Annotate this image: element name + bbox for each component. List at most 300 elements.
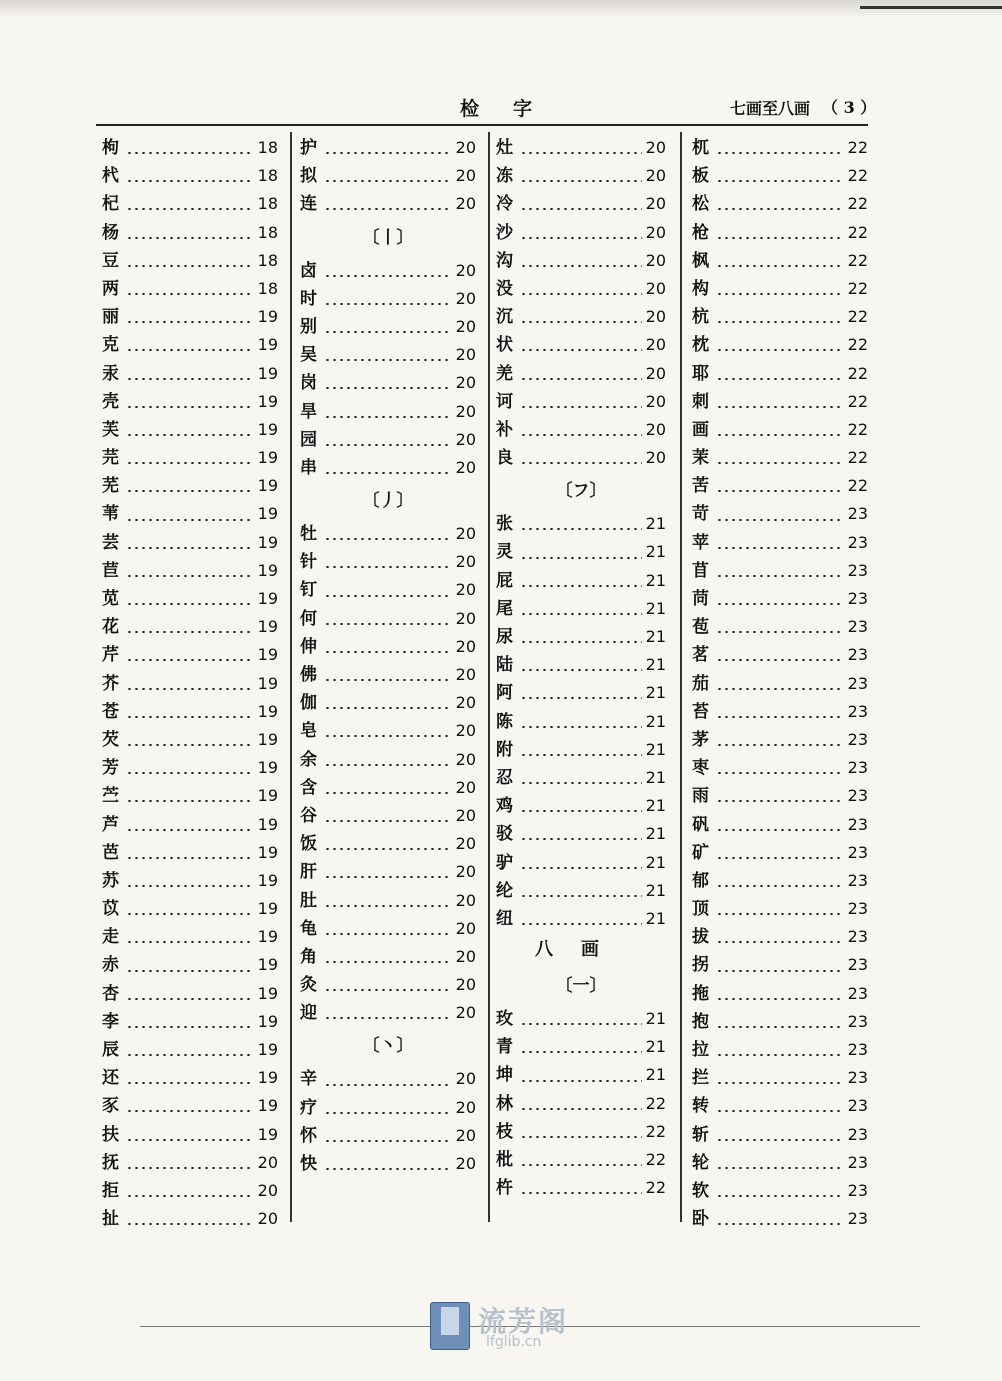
index-entry — [300, 746, 476, 774]
index-entry — [496, 134, 666, 162]
leader-dots — [716, 744, 844, 746]
index-entry — [692, 951, 868, 979]
entry-character: 伸 — [300, 636, 317, 657]
entry-character: 苛 — [692, 504, 709, 525]
index-entry — [692, 247, 868, 275]
index-entry — [102, 388, 278, 416]
entry-page-number: 20 — [455, 890, 476, 910]
entry-character: 别 — [300, 316, 317, 337]
entry-page-number: 23 — [847, 955, 868, 975]
stroke-count-title: 八画 — [535, 939, 627, 961]
index-entry — [102, 1205, 278, 1233]
index-entry — [102, 219, 278, 247]
entry-character: 林 — [496, 1093, 513, 1114]
index-entry — [692, 585, 868, 613]
index-entry — [300, 605, 476, 633]
column-divider — [680, 132, 682, 1222]
leader-dots — [716, 857, 844, 859]
leader-dots — [716, 547, 844, 549]
index-entry — [102, 360, 278, 388]
index-entry — [300, 341, 476, 369]
index-entry — [692, 1121, 868, 1149]
entry-page-number: 20 — [645, 419, 666, 439]
entry-page-number: 19 — [257, 814, 278, 834]
entry-page-number: 19 — [257, 504, 278, 524]
entry-character: 豆 — [102, 250, 119, 271]
entry-page-number: 23 — [847, 1180, 868, 1200]
index-entry — [102, 1008, 278, 1036]
entry-page-number: 20 — [645, 222, 666, 242]
entry-page-number: 18 — [257, 166, 278, 186]
entry-character: 杵 — [496, 1178, 513, 1199]
entry-character: 枸 — [102, 138, 119, 158]
entry-page-number: 23 — [847, 1068, 868, 1088]
leader-dots — [520, 378, 642, 380]
index-entry — [300, 915, 476, 943]
entry-character: 两 — [102, 278, 119, 299]
entry-page-number: 20 — [455, 166, 476, 186]
leader-dots — [126, 575, 254, 577]
index-entry — [300, 689, 476, 717]
entry-character: 杨 — [102, 222, 119, 243]
index-column-3 — [496, 134, 666, 1202]
index-entry — [496, 679, 666, 707]
index-entry — [692, 1008, 868, 1036]
leader-dots — [126, 885, 254, 887]
entry-character: 茗 — [692, 645, 709, 666]
leader-dots — [520, 208, 642, 210]
leader-dots — [520, 528, 642, 530]
leader-dots — [126, 970, 254, 972]
index-entry — [300, 1122, 476, 1150]
entry-page-number: 19 — [257, 335, 278, 355]
entry-character: 园 — [300, 429, 317, 450]
entry-page-number: 23 — [847, 701, 868, 721]
leader-dots — [520, 434, 642, 436]
index-entry — [692, 754, 868, 782]
entry-character: 饭 — [300, 834, 317, 855]
entry-page-number: 21 — [645, 908, 666, 928]
entry-character: 冻 — [496, 166, 513, 187]
leader-dots — [716, 970, 844, 972]
entry-character: 针 — [300, 552, 317, 573]
entry-page-number: 20 — [257, 1152, 278, 1172]
entry-character: 牡 — [300, 524, 317, 545]
index-entry — [300, 858, 476, 886]
entry-character: 鸡 — [496, 796, 513, 817]
leader-dots — [324, 180, 452, 182]
entry-page-number: 23 — [847, 1040, 868, 1059]
entry-character: 快 — [300, 1154, 317, 1174]
scan-artifact-line — [860, 6, 1002, 9]
leader-dots — [324, 1112, 452, 1114]
index-entry — [496, 849, 666, 877]
leader-dots — [520, 895, 642, 897]
entry-character: 芭 — [102, 842, 119, 863]
entry-page-number: 19 — [257, 560, 278, 580]
entry-character: 杭 — [692, 307, 709, 328]
entry-page-number: 20 — [455, 373, 476, 393]
index-entry — [692, 331, 868, 359]
stroke-section-heading: 〔丨〕 — [362, 227, 414, 248]
entry-page-number: 20 — [645, 278, 666, 298]
header-rule — [96, 124, 868, 126]
entry-character: 辛 — [300, 1069, 317, 1090]
leader-dots — [324, 820, 452, 822]
entry-character: 驴 — [496, 852, 513, 873]
index-entry — [692, 529, 868, 557]
index-entry — [102, 416, 278, 444]
entry-page-number: 21 — [645, 824, 666, 844]
entry-page-number: 19 — [257, 729, 278, 749]
index-entry — [496, 877, 666, 905]
leader-dots — [716, 659, 844, 661]
entry-page-number: 20 — [645, 307, 666, 327]
entry-character: 辰 — [102, 1040, 119, 1060]
index-entry — [496, 247, 666, 275]
entry-character: 拉 — [692, 1040, 709, 1060]
entry-page-number: 20 — [257, 1209, 278, 1229]
index-entry — [692, 613, 868, 641]
entry-character: 构 — [692, 278, 709, 299]
entry-page-number: 20 — [455, 524, 476, 544]
index-entry — [692, 1205, 868, 1233]
index-entry — [300, 369, 476, 397]
leader-dots — [520, 726, 642, 728]
leader-dots — [716, 631, 844, 633]
index-entry — [496, 1033, 666, 1061]
index-entry — [300, 398, 476, 426]
entry-character: 苞 — [692, 617, 709, 638]
entry-page-number: 20 — [645, 335, 666, 355]
entry-character: 芙 — [102, 419, 119, 440]
index-entry — [496, 792, 666, 820]
leader-dots — [716, 800, 844, 802]
entry-page-number: 23 — [847, 1152, 868, 1172]
entry-character: 矿 — [692, 842, 709, 863]
index-entry — [102, 1092, 278, 1120]
entry-page-number: 18 — [257, 138, 278, 157]
index-entry — [102, 557, 278, 585]
entry-character: 拟 — [300, 166, 317, 187]
index-entry — [300, 134, 476, 162]
leader-dots — [324, 707, 452, 709]
leader-dots — [716, 941, 844, 943]
index-entry — [102, 698, 278, 726]
entry-page-number: 20 — [455, 918, 476, 938]
entry-character: 迎 — [300, 1003, 317, 1024]
entry-character: 芳 — [102, 758, 119, 779]
entry-page-number: 19 — [257, 1124, 278, 1144]
leader-dots — [126, 1026, 254, 1028]
entry-character: 沟 — [496, 250, 513, 271]
index-entry — [102, 754, 278, 782]
entry-character: 佛 — [300, 665, 317, 685]
leader-dots — [716, 1082, 844, 1084]
entry-page-number: 20 — [455, 552, 476, 572]
column-divider — [290, 132, 292, 1222]
leader-dots — [716, 603, 844, 605]
index-entry — [300, 830, 476, 858]
index-entry — [496, 651, 666, 679]
entry-page-number: 22 — [847, 278, 868, 298]
leader-dots — [324, 679, 452, 681]
entry-page-number: 19 — [257, 645, 278, 665]
index-entry — [102, 585, 278, 613]
leader-dots — [520, 867, 642, 869]
index-entry — [102, 613, 278, 641]
index-entry — [692, 782, 868, 810]
entry-character: 芸 — [102, 532, 119, 553]
index-entry — [102, 951, 278, 979]
leader-dots — [324, 651, 452, 653]
entry-page-number: 23 — [847, 842, 868, 862]
entry-page-number: 23 — [847, 1209, 868, 1229]
entry-page-number: 21 — [645, 852, 666, 872]
index-entry — [102, 670, 278, 698]
entry-character: 郁 — [692, 870, 709, 891]
index-entry — [496, 388, 666, 416]
index-entry — [300, 1065, 476, 1093]
entry-character: 冷 — [496, 194, 513, 215]
entry-character: 含 — [300, 777, 317, 798]
leader-dots — [126, 631, 254, 633]
leader-dots — [126, 434, 254, 436]
entry-page-number: 23 — [847, 927, 868, 947]
entry-character: 芜 — [102, 476, 119, 497]
leader-dots — [324, 1168, 452, 1170]
entry-character: 余 — [300, 749, 317, 770]
leader-dots — [520, 557, 642, 559]
entry-page-number: 22 — [847, 476, 868, 496]
index-entry — [692, 1149, 868, 1177]
leader-dots — [324, 961, 452, 963]
entry-character: 纶 — [496, 880, 513, 901]
index-entry — [300, 285, 476, 313]
entry-character: 尾 — [496, 598, 513, 619]
leader-dots — [716, 1195, 844, 1197]
entry-character: 时 — [300, 288, 317, 309]
index-entry — [692, 670, 868, 698]
leader-dots — [716, 237, 844, 239]
leader-dots — [126, 293, 254, 295]
entry-character: 苦 — [692, 476, 709, 497]
entry-page-number: 22 — [847, 250, 868, 270]
leader-dots — [520, 613, 642, 615]
entry-character: 雨 — [692, 786, 709, 807]
leader-dots — [126, 490, 254, 492]
index-entry — [300, 717, 476, 745]
leader-dots — [126, 462, 254, 464]
index-entry — [692, 980, 868, 1008]
entry-page-number: 23 — [847, 729, 868, 749]
index-entry — [692, 190, 868, 218]
index-entry — [300, 774, 476, 802]
entry-page-number: 20 — [455, 946, 476, 966]
leader-dots — [520, 585, 642, 587]
leader-dots — [520, 1051, 642, 1053]
leader-dots — [520, 293, 642, 295]
index-entry — [692, 472, 868, 500]
index-entry — [300, 190, 476, 218]
index-entry — [102, 331, 278, 359]
entry-page-number: 20 — [455, 1154, 476, 1173]
index-entry — [102, 1036, 278, 1064]
leader-dots — [324, 359, 452, 361]
index-entry — [300, 257, 476, 285]
leader-dots — [126, 519, 254, 521]
leader-dots — [324, 275, 452, 277]
entry-page-number: 19 — [257, 786, 278, 806]
entry-character: 矾 — [692, 814, 709, 835]
entry-character: 走 — [102, 927, 119, 948]
page-header — [100, 94, 877, 124]
entry-page-number: 19 — [257, 1068, 278, 1088]
entry-page-number: 22 — [847, 363, 868, 383]
index-entry — [300, 576, 476, 604]
leader-dots — [324, 623, 452, 625]
entry-character: 杌 — [692, 138, 709, 158]
leader-dots — [520, 1080, 642, 1082]
index-entry — [692, 500, 868, 528]
stroke-section-heading: 〔丿〕 — [362, 491, 414, 512]
leader-dots — [324, 792, 452, 794]
entry-page-number: 20 — [645, 250, 666, 270]
index-entry — [102, 726, 278, 754]
index-entry — [496, 219, 666, 247]
leader-dots — [716, 208, 844, 210]
leader-dots — [324, 735, 452, 737]
index-entry — [692, 1177, 868, 1205]
entry-page-number: 23 — [847, 870, 868, 890]
entry-page-number: 19 — [257, 307, 278, 327]
leader-dots — [716, 152, 844, 154]
index-entry — [692, 134, 868, 162]
entry-page-number: 20 — [455, 834, 476, 854]
index-entry — [102, 895, 278, 923]
entry-page-number: 18 — [257, 250, 278, 270]
entry-page-number: 19 — [257, 391, 278, 411]
entry-page-number: 23 — [847, 758, 868, 778]
entry-character: 丽 — [102, 307, 119, 328]
leader-dots — [716, 885, 844, 887]
index-entry — [496, 1005, 666, 1033]
index-entry — [102, 839, 278, 867]
entry-page-number: 20 — [455, 693, 476, 713]
entry-character: 补 — [496, 419, 513, 440]
entry-page-number: 22 — [847, 391, 868, 411]
entry-character: 拒 — [102, 1180, 119, 1201]
entry-page-number: 22 — [847, 222, 868, 242]
entry-page-number: 19 — [257, 927, 278, 947]
leader-dots — [126, 1054, 254, 1056]
leader-dots — [126, 1167, 254, 1169]
leader-dots — [716, 1026, 844, 1028]
entry-page-number: 19 — [257, 899, 278, 919]
index-entry — [692, 303, 868, 331]
index-entry — [692, 698, 868, 726]
entry-page-number: 20 — [455, 636, 476, 656]
index-entry — [496, 567, 666, 595]
index-entry — [496, 303, 666, 331]
index-entry — [102, 1177, 278, 1205]
leader-dots — [716, 913, 844, 915]
entry-page-number: 22 — [847, 138, 868, 157]
leader-dots — [716, 688, 844, 690]
entry-page-number: 22 — [645, 1093, 666, 1113]
index-entry — [692, 1064, 868, 1092]
entry-page-number: 21 — [645, 514, 666, 534]
entry-character: 还 — [102, 1068, 119, 1089]
index-entry — [102, 923, 278, 951]
leader-dots — [126, 180, 254, 182]
leader-dots — [520, 1164, 642, 1166]
entry-character: 壳 — [102, 391, 119, 412]
entry-character: 苇 — [102, 504, 119, 525]
entry-character: 附 — [496, 739, 513, 760]
entry-character: 串 — [300, 457, 317, 478]
entry-page-number: 23 — [847, 1096, 868, 1116]
entry-character: 没 — [496, 278, 513, 299]
entry-character: 苡 — [102, 899, 119, 920]
index-entry — [496, 275, 666, 303]
index-entry — [102, 190, 278, 218]
entry-character: 旱 — [300, 401, 317, 422]
leader-dots — [520, 810, 642, 812]
entry-page-number: 19 — [257, 758, 278, 778]
entry-character: 杞 — [102, 194, 119, 215]
index-entry — [102, 444, 278, 472]
leader-dots — [716, 1167, 844, 1169]
leader-dots — [126, 237, 254, 239]
leader-dots — [126, 716, 254, 718]
entry-character: 扶 — [102, 1124, 119, 1145]
column-divider — [488, 132, 490, 1222]
entry-character: 枇 — [496, 1150, 513, 1170]
entry-page-number: 23 — [847, 786, 868, 806]
index-entry — [300, 1094, 476, 1122]
entry-character: 枪 — [692, 222, 709, 243]
entry-character: 岗 — [300, 373, 317, 394]
index-entry — [496, 1146, 666, 1174]
entry-page-number: 20 — [645, 363, 666, 383]
entry-character: 纽 — [496, 908, 513, 929]
index-entry — [692, 360, 868, 388]
index-entry — [692, 867, 868, 895]
leader-dots — [324, 764, 452, 766]
leader-dots — [126, 1223, 254, 1225]
leader-dots — [716, 462, 844, 464]
index-entry — [300, 426, 476, 454]
index-entry — [692, 641, 868, 669]
entry-character: 沙 — [496, 222, 513, 243]
entry-page-number: 23 — [847, 673, 868, 693]
entry-character: 苋 — [102, 589, 119, 609]
stroke-range: 七画至八画 — [730, 99, 811, 118]
leader-dots — [716, 575, 844, 577]
index-entry — [496, 1118, 666, 1146]
leader-dots — [126, 857, 254, 859]
entry-character: 谷 — [300, 805, 317, 826]
leader-dots — [324, 152, 452, 154]
leader-dots — [716, 998, 844, 1000]
entry-character: 扯 — [102, 1209, 119, 1230]
leader-dots — [324, 595, 452, 597]
entry-character: 忍 — [496, 767, 513, 788]
entry-page-number: 21 — [645, 880, 666, 900]
leader-dots — [716, 1139, 844, 1141]
stroke-section-heading: 〔フ〕 — [555, 481, 607, 502]
